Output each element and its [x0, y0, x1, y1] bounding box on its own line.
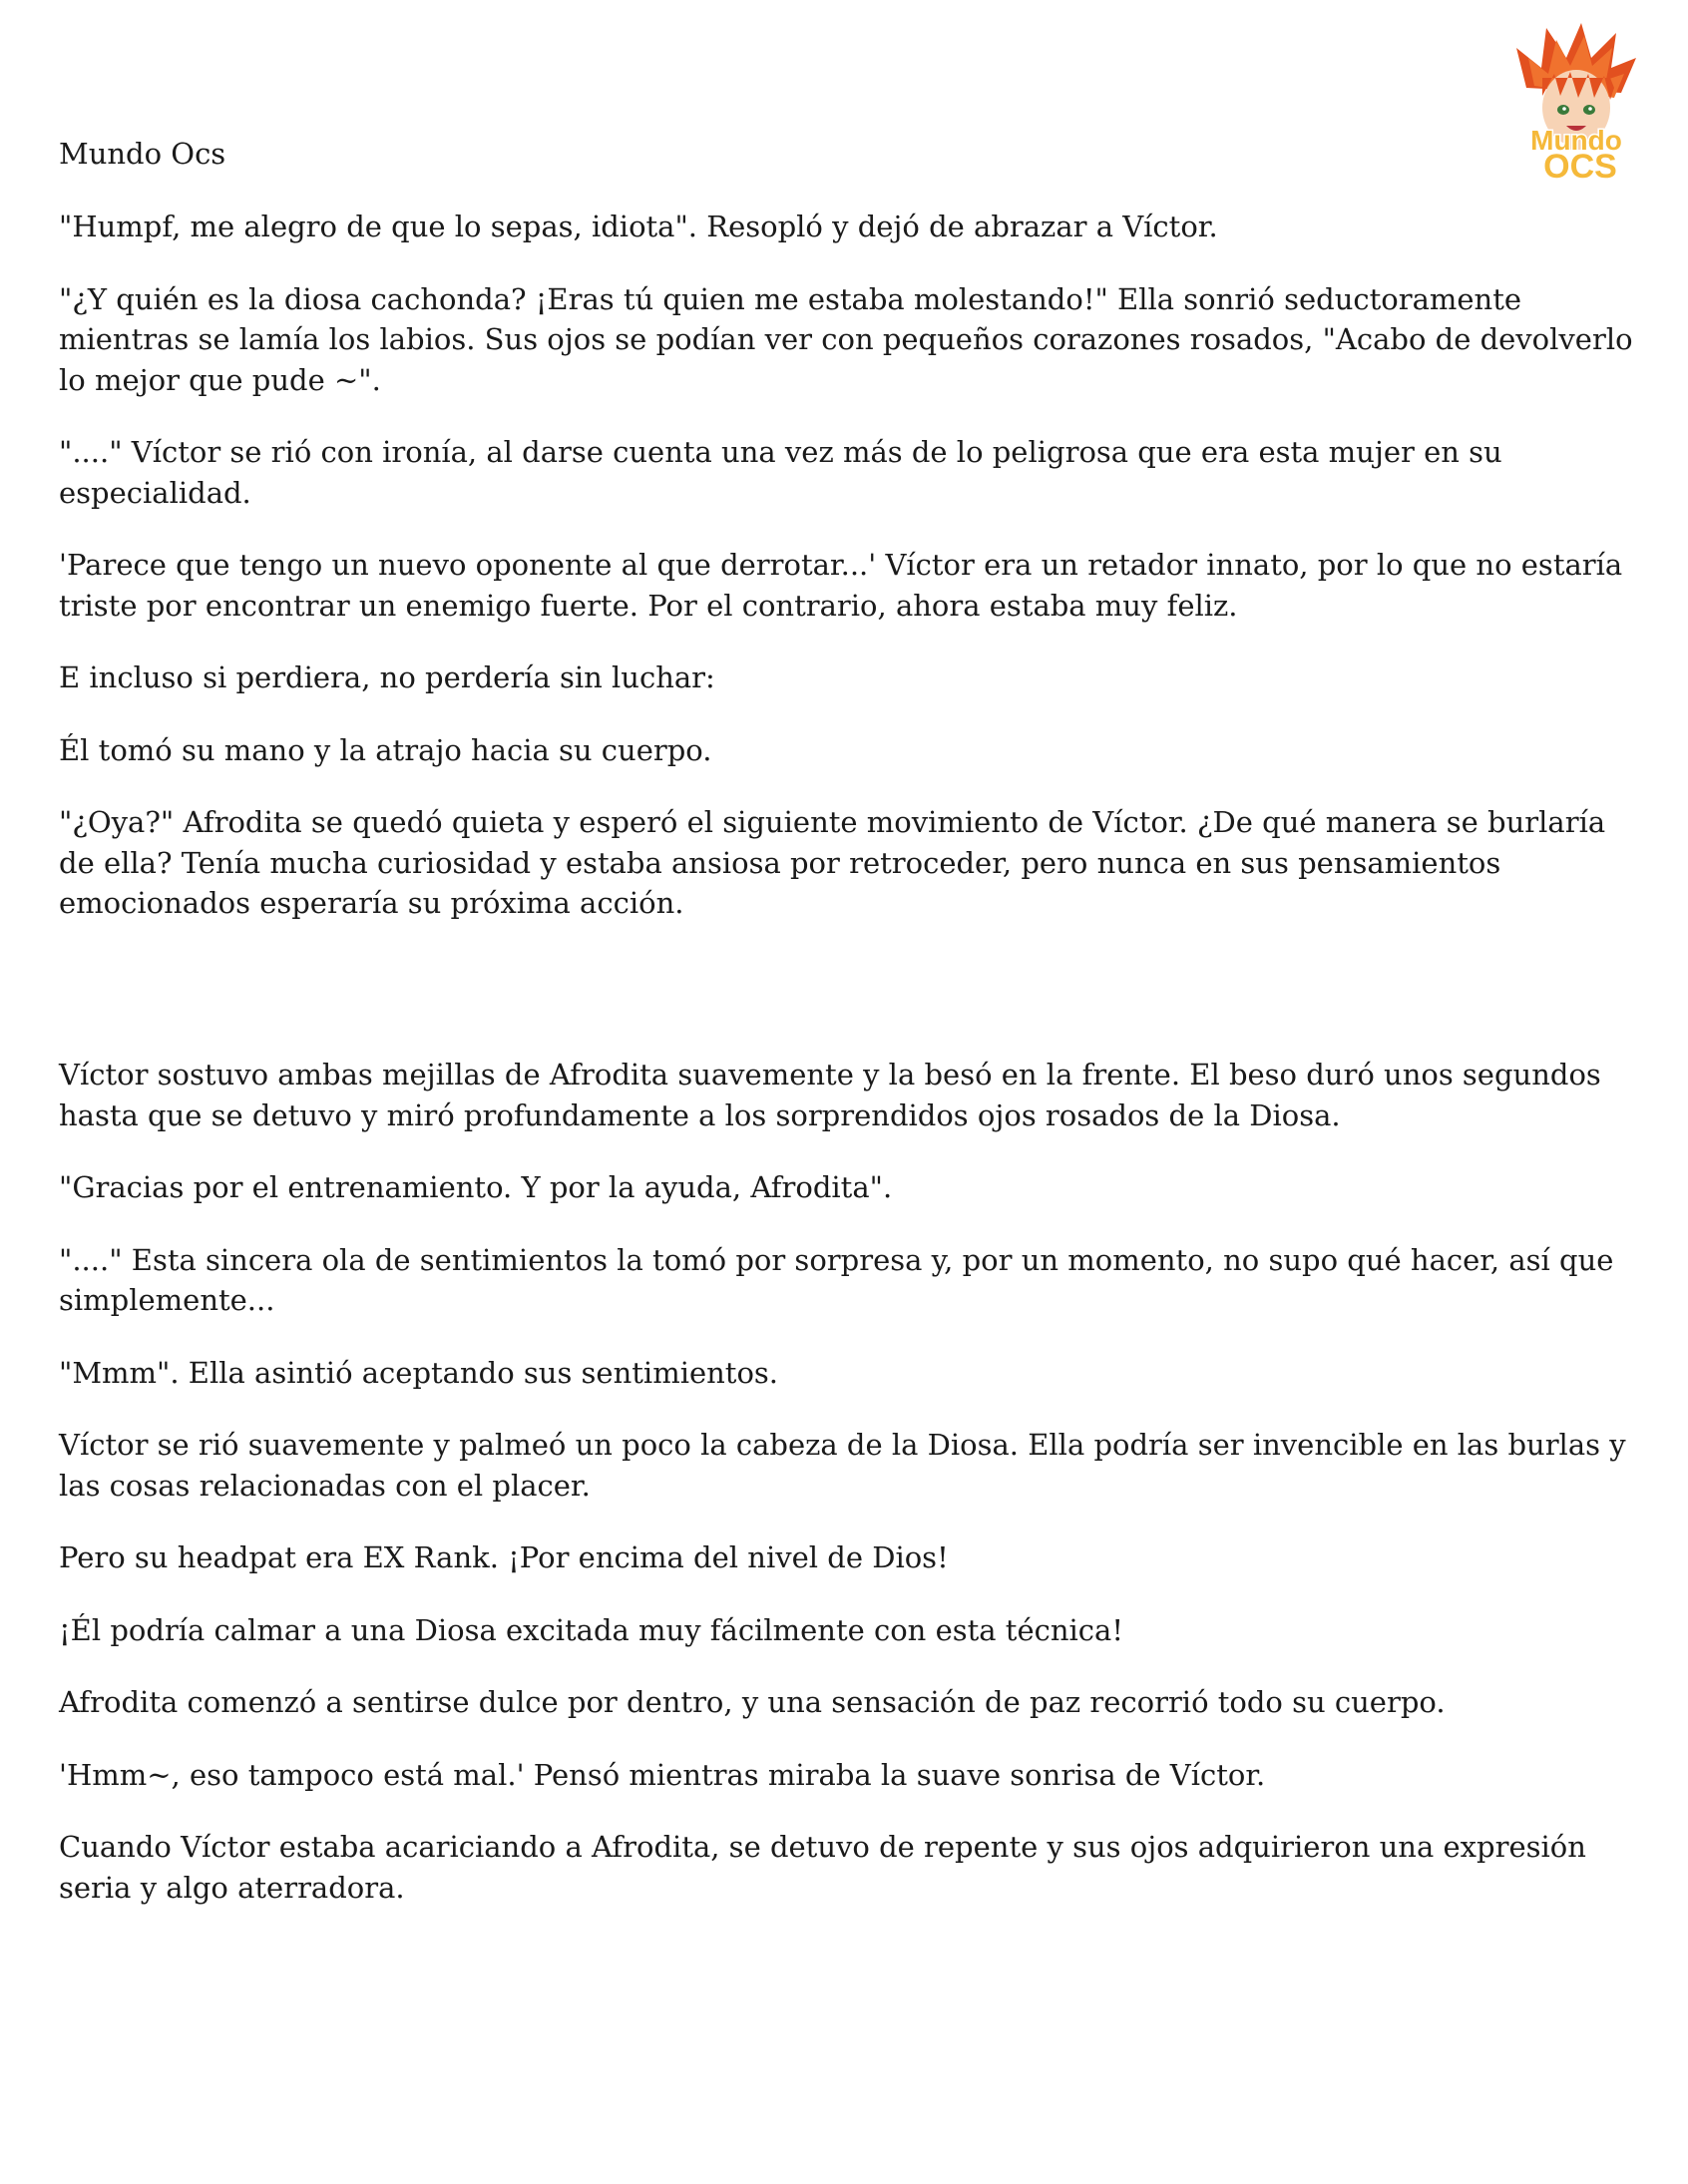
paragraph: Víctor sostuvo ambas mejillas de Afrodita suavemente y la besó en la frente. El beso duró unos segundos hasta que se detuvo y miró profundamente a los sorprendidos ojos rosados de la Diosa. [59, 1058, 1601, 1132]
paragraph: Él tomó su mano y la atrajo hacia su cuerpo. [59, 732, 712, 767]
paragraph: 'Hmm~, eso tampoco está mal.' Pensó mientras miraba la suave sonrisa de Víctor. [59, 1757, 1266, 1792]
site-name: Mundo Ocs [59, 137, 226, 171]
paragraph: ¡Él podría calmar a una Diosa excitada muy fácilmente con esta técnica! [59, 1612, 1123, 1647]
paragraph: "Gracias por el entrenamiento. Y por la ayuda, Afrodita". [59, 1170, 893, 1204]
paragraph: "Humpf, me alegro de que lo sepas, idiota". Resopló y dejó de abrazar a Víctor. [59, 210, 1218, 243]
svg-text:Mundo: Mundo [1530, 125, 1622, 156]
mascot-logo-icon [1496, 18, 1656, 183]
paragraph: E incluso si perdiera, no perdería sin luchar: [59, 660, 715, 694]
paragraph: "...." Víctor se rió con ironía, al darse cuenta una vez más de lo peligrosa que era esta mujer en su especialidad. [59, 435, 1502, 510]
text-block-1 [59, 207, 1635, 956]
paragraph: Cuando Víctor estaba acariciando a Afrodita, se detuvo de repente y sus ojos adquirieron una expresión seria y algo aterradora. [59, 1830, 1586, 1905]
paragraph: Afrodita comenzó a sentirse dulce por dentro, y una sensación de paz recorrió todo su cuerpo. [59, 1685, 1446, 1719]
paragraph: Pero su headpat era EX Rank. ¡Por encima del nivel de Dios! [59, 1540, 949, 1574]
paragraph: "¿Y quién es la diosa cachonda? ¡Eras tú quien me estaba molestando!" Ella sonrió seductoramente mientras se lamía los labios. Sus ojos se podían ver con pequeños corazones rosados, "Acabo de devolverlo lo mejor que pude ~". [59, 281, 1633, 397]
paragraph: 'Parece que tengo un nuevo oponente al que derrotar...' Víctor era un retador innato, por lo que no estaría triste por encontrar un enemigo fuerte. Por el contrario, ahora estaba muy feliz. [59, 548, 1623, 623]
svg-text:OCS: OCS [1543, 148, 1617, 183]
paragraph: "Mmm". Ella asintió aceptando sus sentimientos. [59, 1355, 779, 1390]
text-block-2 [59, 1055, 1635, 1940]
paragraph: Víctor se rió suavemente y palmeó un poco la cabeza de la Diosa. Ella podría ser invencible en las burlas y las cosas relacionadas con el placer. [59, 1428, 1626, 1503]
mundo-ocs-logo [1496, 18, 1656, 183]
paragraph: "...." Esta sincera ola de sentimientos la tomó por sorpresa y, por un momento, no supo qué hacer, así que simplemente... [59, 1242, 1614, 1317]
paragraph: "¿Oya?" Afrodita se quedó quieta y esperó el siguiente movimiento de Víctor. ¿De qué manera se burlaría de ella? Tenía mucha curiosidad y estaba ansiosa por retroceder, pero nunca en sus pensamientos emocionados esperaría su próxima acción. [59, 805, 1606, 920]
